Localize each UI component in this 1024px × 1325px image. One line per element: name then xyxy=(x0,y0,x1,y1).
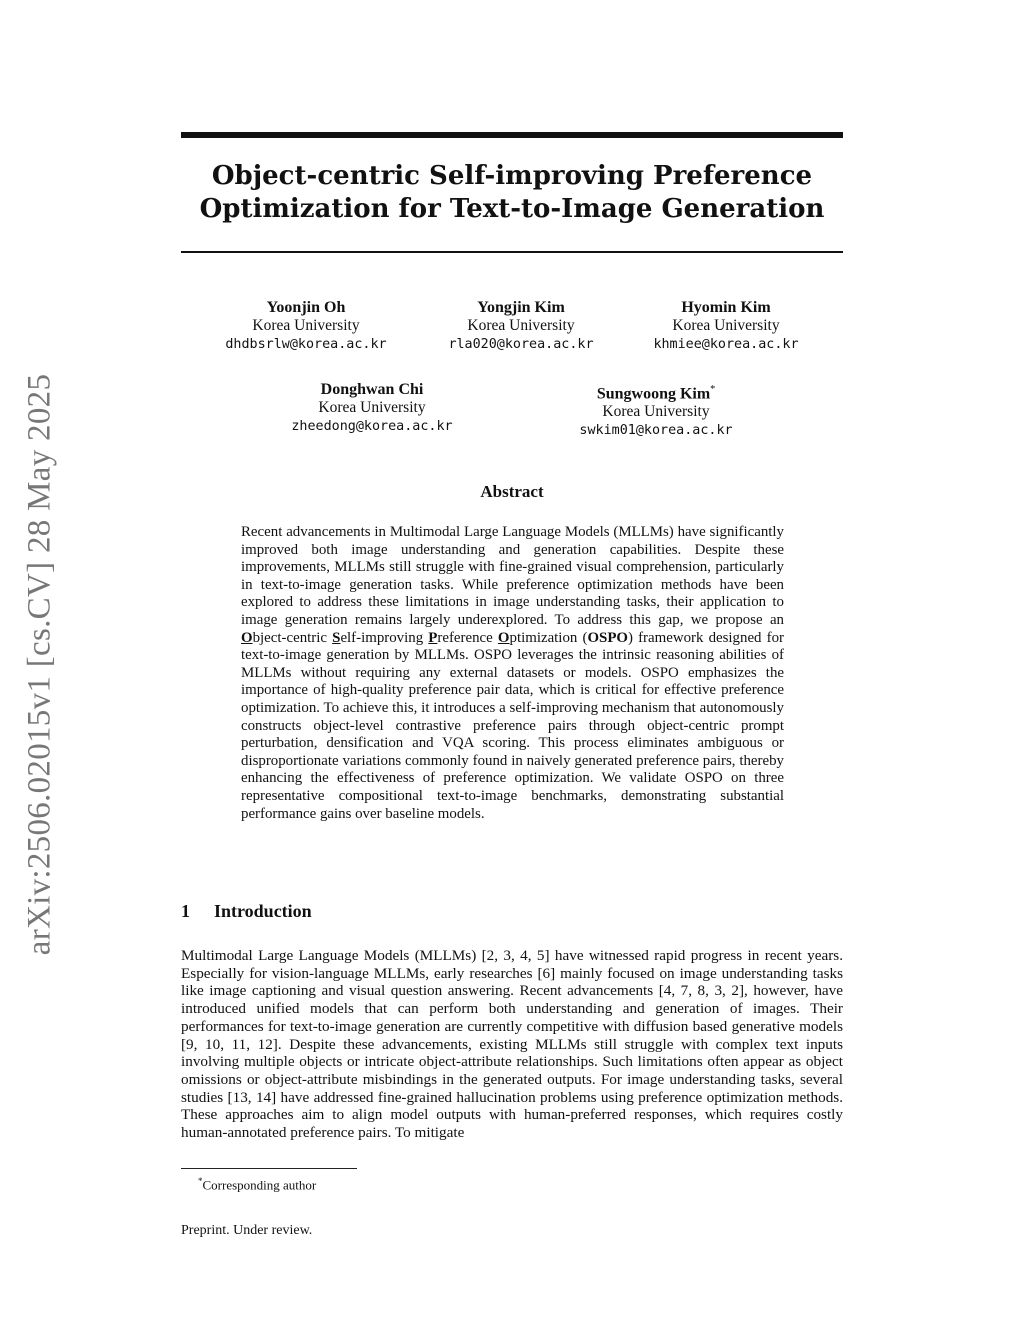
title-bottom-rule xyxy=(181,251,843,253)
arxiv-identifier-stamp xyxy=(8,368,72,960)
paper-title xyxy=(181,160,843,226)
abstract-text xyxy=(241,524,784,823)
acronym-initial: O xyxy=(241,629,253,646)
introduction-paragraph: Multimodal Large Language Models (MLLMs) [2, 3, 4, 5] have witnessed rapid progress in recent years. Especially for vision-language MLLMs, early researches [6] mainly focused on image understanding tasks like image captioning and visual question answering. Recent advancements [4, 7, 8, 3, 2], however, have introduced unified models that can perform both understanding and generation of images. Their performances for text-to-image generation are currently competitive with diffusion based generative models [9, 10, 11, 12]. Despite these advancements, existing MLLMs still struggle with complex text inputs involving multiple objects or intricate object-attribute relationships. Such limitations often appear as object omissions or object-attribute misbindings in the generated outputs. For image understanding tasks, several studies [13, 14] have addressed fine-grained hallucination problems using preference optimization methods. These approaches aim to align model outputs with human-preferred responses, which requires costly human-annotated preference pairs. To mitigate xyxy=(181,947,843,1142)
abstract-text-part-2: ) framework designed for text-to-image generation by MLLMs. OSPO leverages the intrinsic reasoning abilities of MLLMs without requiring any external datasets or models. OSPO emphasizes the importance of high-quality preference pair data, which is critical for effective preference optimization. To achieve this, it introduces a self-improving mechanism that autonomously constructs object-level contrastive preference pairs through object-centric prompt perturbation, densification and VQA scoring. This process eliminates ambiguous or disproportionate variations commonly found in naively generated preference pairs, thereby enhancing the effectiveness of preference optimization. We validate OSPO on three representative compositional text-to-image benchmarks, demonstrating substantial performance gains over baseline models. xyxy=(241,629,785,822)
acronym-rest: ptimization xyxy=(509,629,578,646)
author-name: Hyomin Kim xyxy=(681,299,771,316)
author-block-4 xyxy=(262,381,482,436)
author-name: Donghwan Chi xyxy=(320,381,424,398)
title-top-rule xyxy=(181,132,843,138)
method-name: OSPO xyxy=(587,629,628,646)
arxiv-identifier: arXiv:2506.02015v1 [cs.CV] 28 May 2025 xyxy=(21,373,58,955)
footnote-mark: * xyxy=(198,1176,203,1186)
acronym-rest: elf-improving xyxy=(340,629,429,646)
acronym-rest: bject-centric xyxy=(252,629,333,646)
author-name: Yongjin Kim xyxy=(477,299,565,316)
author-affiliation: Korea University xyxy=(252,317,360,334)
author-block-2 xyxy=(411,299,631,354)
title-line-1: Object-centric Self-improving Preference xyxy=(211,161,813,191)
footnote xyxy=(198,1173,316,1193)
author-block-5 xyxy=(546,381,766,440)
acronym-initial: S xyxy=(332,629,341,646)
author-email: rla020@korea.ac.kr xyxy=(448,337,594,352)
author-affiliation: Korea University xyxy=(318,399,426,416)
author-email: dhdbsrlw@korea.ac.kr xyxy=(225,337,387,352)
abstract-text-part-1: Recent advancements in Multimodal Large Language Models (MLLMs) have significantly improved both image understanding and generation capabilities. Despite these improvements, MLLMs still struggle with fine-grained visual comprehension, particularly in text-to-image generation tasks. While preference optimization methods have been explored to address these limitations in image understanding tasks, their application to image generation remains largely underexplored. To address this gap, we propose an xyxy=(241,524,784,628)
acronym-initial: P xyxy=(428,629,438,646)
author-name: Yoonjin Oh xyxy=(266,299,346,316)
preprint-note: Preprint. Under review. xyxy=(181,1223,313,1238)
author-block-1 xyxy=(196,299,416,354)
footnote-rule xyxy=(181,1168,357,1169)
author-affiliation: Korea University xyxy=(672,317,780,334)
author-name xyxy=(546,381,766,403)
abstract-open-paren: ( xyxy=(577,629,588,646)
footnote-text: Corresponding author xyxy=(202,1177,317,1193)
title-line-2: Optimization for Text-to-Image Generation xyxy=(199,194,825,224)
author-affiliation: Korea University xyxy=(602,403,710,421)
acronym-initial: O xyxy=(497,629,510,646)
author-email: swkim01@korea.ac.kr xyxy=(579,423,733,439)
author-affiliation: Korea University xyxy=(467,317,575,334)
author-email: khmiee@korea.ac.kr xyxy=(653,337,799,352)
section-number: 1 xyxy=(181,901,190,921)
section-title: Introduction xyxy=(214,901,312,921)
corresponding-mark: * xyxy=(710,384,716,395)
section-heading-introduction xyxy=(181,900,843,922)
abstract-heading: Abstract xyxy=(480,482,544,501)
author-block-3 xyxy=(616,299,836,354)
author-name-text: Sungwoong Kim xyxy=(596,385,711,403)
acronym-rest: reference xyxy=(437,629,498,646)
author-email: zheedong@korea.ac.kr xyxy=(291,419,453,434)
